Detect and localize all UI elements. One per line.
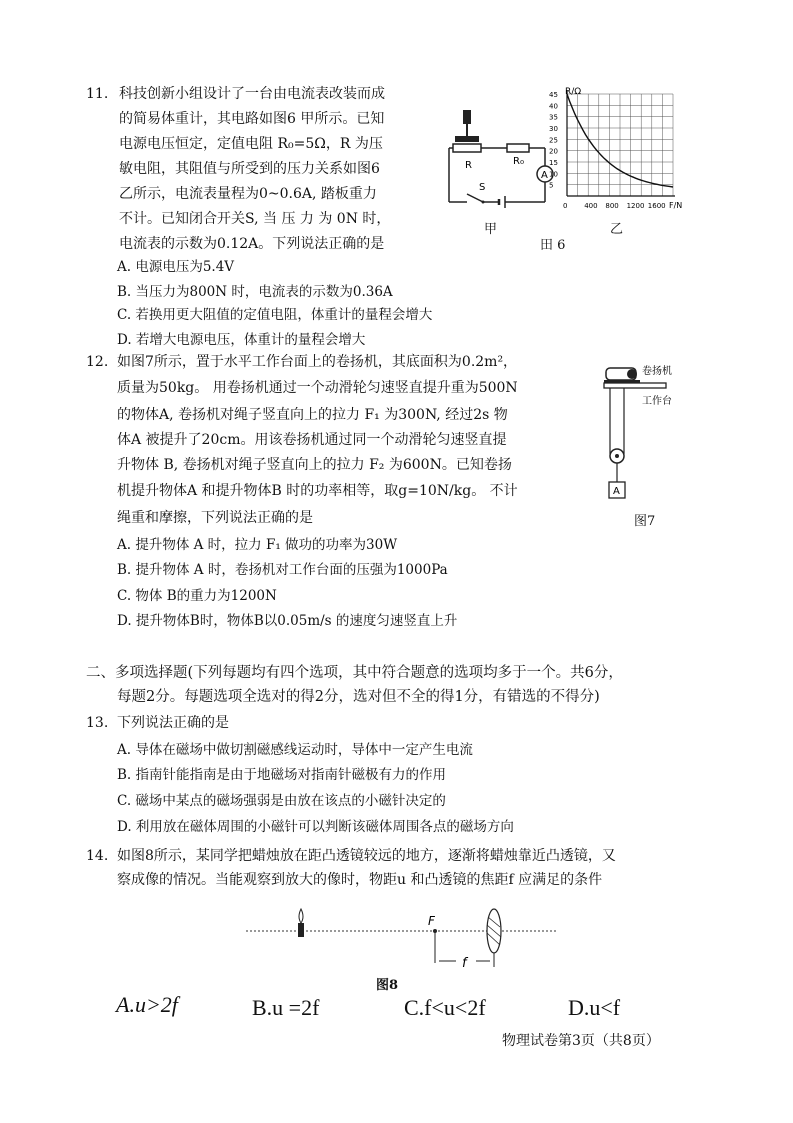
q14-option-c: C.f<u<2f [404,995,486,1020]
q14-option-a: A.u>2f [116,992,178,1017]
winch-pulley-diagram [598,360,693,510]
y-tick-label: 40 [549,102,558,111]
q14-line: 如图8所示，某同学把蜡烛放在距凸透镜较远的地方，逐渐将蜡烛靠近凸透镜，又 [117,848,616,864]
q12-option-a: A. 提升物体 A 时，拉力 F₁ 做功的功率为30W [117,537,398,553]
q11-option-a: A. 电源电压为5.4V [117,259,235,275]
label-R: R [465,160,472,171]
q11-option-d: D. 若增大电源电压，体重计的量程会增大 [117,332,366,348]
x-tick-label: 800 [605,202,619,210]
q12-line: 升物体 B, 卷扬机对绳子竖直向上的拉力 F₂ 为600N。已知卷扬 [117,457,512,473]
graph-ylabel: R/Ω [565,87,582,97]
x-tick-label: 400 [584,202,598,210]
y-tick-label: 30 [549,125,558,133]
x-tick-label: 0 [563,202,568,210]
label-S: S [479,182,486,193]
q13-option-a: A. 导体在磁场中做切割磁感线运动时，导体中一定产生电流 [117,742,473,758]
y-tick-label: 45 [549,91,558,99]
label-F: F [428,914,435,928]
q11-line: 敏电阻，其阻值与所受到的压力关系如图6 [119,161,380,177]
page-footer: 物理试卷第3页（共8页） [502,1033,660,1049]
y-tick-label: 15 [549,159,558,167]
q12-line: 体A 被提升了20cm。用该卷扬机通过同一个动滑轮匀速竖直提 [117,432,507,448]
q13-option-d: D. 利用放在磁体周围的小磁针可以判断该磁体周围各点的磁场方向 [117,819,514,835]
q14-line: 察成像的情况。当能观察到放大的像时，物距u 和凸透镜的焦距f 应满足的条件 [117,872,603,888]
q13-stem: 下列说法正确的是 [117,715,229,731]
figure-caption-8: 图8 [376,978,399,993]
label-A: A [613,486,620,497]
y-tick-label: 5 [549,181,554,190]
q12-line: 绳重和摩擦，下列说法正确的是 [117,510,313,526]
q12-line: 如图7所示，置于水平工作台面上的卷扬机，其底面积为0.2m²， [117,354,518,370]
q11-option-b: B. 当压力为800N 时，电流表的示数为0.36A [117,284,393,300]
q11-line: 不计。已知闭合开关S, 当 压 力 为 0N 时， [119,211,391,227]
figure-label-yi: 乙 [610,222,624,237]
figure-label-jia: 甲 [484,222,498,237]
q11-line: 科技创新小组设计了一台由电流表改装而成 [119,86,385,102]
q12-line: 质量为50kg。 用卷扬机通过一个动滑轮匀速竖直提升重为500N [117,380,518,396]
label-f: f [462,956,467,971]
q11-line: 电流表的示数为0.12A。下列说法正确的是 [119,236,385,252]
y-tick-label: 35 [549,113,558,122]
label-machine: 卷扬机 [642,366,672,377]
q11-line: 乙所示，电流表量程为0~0.6A, 踏板重力 [119,186,377,202]
label-R0: R₀ [513,156,524,167]
lens-diagram [246,905,558,975]
y-tick-label: 20 [549,147,558,156]
q11-option-c: C. 若换用更大阻值的定值电阻，体重计的量程会增大 [117,307,433,323]
section-instructions: 每题2分。每题选项全选对的得2分，选对但不全的得1分，有错选的不得分) [117,689,600,705]
label-table: 工作台 [642,396,672,407]
q14-option-d: D.u<f [568,995,621,1020]
question-number: 12. [86,354,109,370]
question-number: 11. [86,86,109,102]
resistance-force-graph [545,84,685,214]
q12-option-c: C. 物体 B的重力为1200N [117,588,277,604]
x-tick-label: 1200 [626,202,645,210]
q12-line: 的物体A, 卷扬机对绳子竖直向上的拉力 F₁ 为300N, 经过2s 物 [117,407,508,423]
section-heading: 二、多项选择题(下列每题均有四个选项，其中符合题意的选项均多于一个。共6分， [86,665,623,681]
q11-line: 的简易体重计，其电路如图6 甲所示。已知 [119,111,385,127]
graph-xlabel: F/N [669,201,683,210]
circuit-diagram [435,100,555,220]
q12-option-b: B. 提升物体 A 时，卷扬机对工作台面的压强为1000Pa [117,562,448,578]
figure-caption-7: 图7 [634,514,656,529]
x-tick-label: 1600 [647,202,666,210]
y-tick-label: 25 [549,136,558,145]
question-number: 13. [86,715,109,731]
q13-option-b: B. 指南针能指南是由于地磁场对指南针磁极有力的作用 [117,767,447,783]
q11-line: 电源电压恒定，定值电阻 R₀=5Ω，R 为压 [119,136,383,152]
y-tick-label: 10 [549,170,558,179]
q12-option-d: D. 提升物体B时，物体B以0.05m/s 的速度匀速竖直上升 [117,613,458,629]
label-A: A [541,170,548,181]
q13-option-c: C. 磁场中某点的磁场强弱是由放在该点的小磁针决定的 [117,793,446,809]
figure-caption-6: 田 6 [540,238,566,253]
q14-option-b: B.u =2f [252,995,320,1020]
question-number: 14. [86,848,109,864]
q12-line: 机提升物体A 和提升物体B 时的功率相等，取g=10N/kg。 不计 [117,483,518,499]
